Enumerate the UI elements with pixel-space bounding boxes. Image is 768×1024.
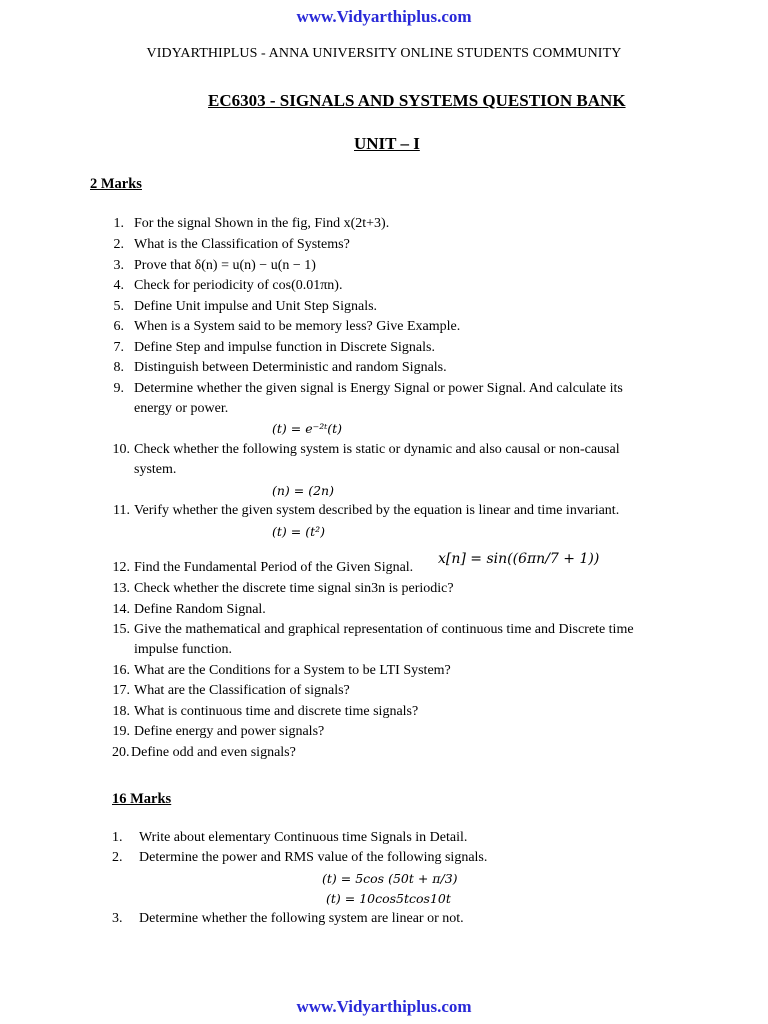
item-text-continued: system.: [134, 462, 177, 477]
site-link-bottom[interactable]: www.Vidyarthiplus.com: [296, 997, 472, 1016]
header-link-wrap: [0, 7, 768, 27]
item-number: 19.: [112, 724, 130, 739]
item-text: Give the mathematical and graphical representation of continuous time and Discrete time: [134, 622, 634, 637]
item-number: 17.: [112, 683, 130, 698]
item-number: 3.: [112, 911, 123, 926]
item-number: 15.: [112, 622, 130, 637]
item-number: 13.: [112, 581, 130, 596]
item-text: What is continuous time and discrete time signals?: [134, 704, 419, 719]
item-text: Define Step and impulse function in Discrete Signals.: [134, 340, 435, 355]
sixteen-marks-heading: 16 Marks: [112, 791, 172, 807]
item-number: 7.: [113, 340, 124, 355]
item-number: 20.: [112, 745, 130, 760]
item-text: What are the Classification of signals?: [134, 683, 350, 698]
item-text: Prove that δ(n) = u(n) − u(n − 1): [134, 258, 316, 273]
subject-code: EC6303: [208, 91, 266, 110]
item-text: Find the Fundamental Period of the Given Signal.: [134, 560, 414, 575]
item-number: 10.: [112, 442, 130, 457]
item-text: Define Unit impulse and Unit Step Signals.: [134, 299, 378, 314]
item-number: 2.: [113, 237, 124, 252]
subject-title: - SIGNALS AND SYSTEMS QUESTION BANK: [265, 91, 626, 110]
item-number: 5.: [113, 299, 124, 314]
equation: x[n] = sin((6πn/7 + 1)): [438, 551, 600, 567]
item-text: Determine whether the following system are linear or not.: [139, 911, 464, 926]
item-text: Determine the power and RMS value of the following signals.: [139, 850, 488, 865]
footer-link-wrap: [0, 997, 768, 1017]
item-number: 1.: [113, 216, 124, 231]
item-text-continued: energy or power.: [134, 401, 229, 416]
item-text: For the signal Shown in the fig, Find x(2t+3).: [134, 216, 390, 231]
equation: (t) = 10cos5tcos10t: [326, 891, 451, 906]
item-number: 4.: [113, 278, 124, 293]
equation: (t) = 5cos (50t + π/3): [322, 871, 458, 886]
equation: (n) = (2n): [272, 483, 334, 498]
item-text: Check whether the discrete time signal sin3n is periodic?: [134, 581, 454, 596]
item-number: 11.: [113, 503, 130, 518]
item-text: Define energy and power signals?: [134, 724, 325, 739]
item-text: Verify whether the given system described by the equation is linear and time invariant.: [134, 503, 620, 518]
site-link-top[interactable]: www.Vidyarthiplus.com: [296, 7, 472, 26]
item-number: 14.: [112, 602, 130, 617]
two-marks-heading: 2 Marks: [90, 176, 142, 192]
item-text: Define odd and even signals?: [131, 745, 296, 760]
equation: (t) = e⁻²ᵗ(t): [272, 421, 343, 436]
item-text-continued: impulse function.: [134, 642, 232, 657]
question-bank-title: [208, 91, 626, 111]
unit-heading: UNIT – I: [354, 134, 420, 153]
item-text: When is a System said to be memory less? Give Example.: [134, 319, 461, 334]
community-line: VIDYARTHIPLUS - ANNA UNIVERSITY ONLINE STUDENTS COMMUNITY: [146, 46, 622, 61]
item-text: What are the Conditions for a System to be LTI System?: [134, 663, 451, 678]
item-text: What is the Classification of Systems?: [134, 237, 350, 252]
item-number: 1.: [112, 830, 123, 845]
item-number: 18.: [112, 704, 130, 719]
item-number: 8.: [113, 360, 124, 375]
item-number: 16.: [112, 663, 130, 678]
item-text: Determine whether the given signal is Energy Signal or power Signal. And calculate its: [134, 381, 623, 396]
item-text: Check for periodicity of cos(0.01πn).: [134, 278, 343, 293]
item-number: 2.: [112, 850, 123, 865]
item-text: Define Random Signal.: [134, 602, 266, 617]
item-number: 6.: [113, 319, 124, 334]
equation: (t) = (t²): [272, 524, 325, 539]
item-text: Check whether the following system is static or dynamic and also causal or non-causal: [134, 442, 620, 457]
item-number: 3.: [113, 258, 124, 273]
item-number: 9.: [113, 381, 124, 396]
item-text: Distinguish between Deterministic and random Signals.: [134, 360, 447, 375]
item-text: Write about elementary Continuous time Signals in Detail.: [139, 830, 468, 845]
item-number: 12.: [112, 560, 130, 575]
